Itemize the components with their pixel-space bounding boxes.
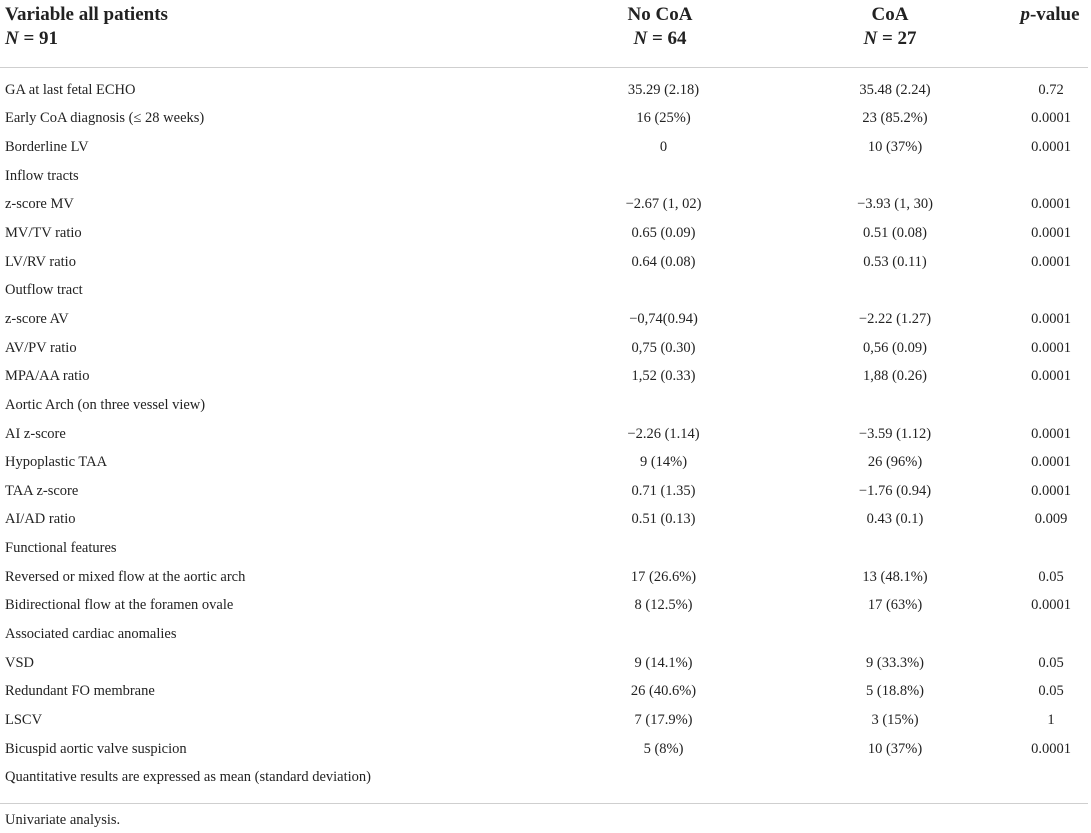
p-value: 0.0001 xyxy=(1031,482,1071,499)
p-value: 0.0001 xyxy=(1031,225,1071,242)
table-row xyxy=(0,305,1091,334)
no-coa-value: 5 (8%) xyxy=(643,740,684,757)
table-row xyxy=(0,649,1091,678)
coa-value: −2.22 (1.27) xyxy=(858,310,932,327)
p-value: 1 xyxy=(1047,711,1055,728)
header-variable xyxy=(5,3,168,51)
coa-value: 10 (37%) xyxy=(867,740,923,757)
p-value: 0.05 xyxy=(1038,568,1064,585)
p-value: 0.0001 xyxy=(1031,740,1071,757)
table-row xyxy=(0,248,1091,277)
row-label: Inflow tracts xyxy=(5,167,79,184)
header-no-coa-title: No CoA xyxy=(627,4,693,25)
header-p-value xyxy=(1010,3,1090,27)
no-coa-value: 7 (17.9%) xyxy=(634,711,693,728)
table-row xyxy=(0,133,1091,162)
row-label: Functional features xyxy=(5,540,117,557)
row-label: TAA z-score xyxy=(5,482,79,499)
row-label: Outflow tract xyxy=(5,282,83,299)
row-label: Reversed or mixed flow at the aortic arch xyxy=(5,568,246,585)
row-label: Redundant FO membrane xyxy=(5,683,155,700)
row-label: Bidirectional flow at the foramen ovale xyxy=(5,597,234,614)
coa-value: 3 (15%) xyxy=(871,711,919,728)
table-row xyxy=(0,448,1091,477)
row-label: GA at last fetal ECHO xyxy=(5,81,136,98)
p-value xyxy=(1006,620,1091,649)
header-no-coa xyxy=(600,3,720,51)
no-coa-value xyxy=(443,276,784,305)
row-label: Hypoplastic TAA xyxy=(5,454,108,471)
header-no-coa-n: N = 64 xyxy=(633,28,687,49)
no-coa-value: 35.29 (2.18) xyxy=(627,81,700,98)
row-label: LV/RV ratio xyxy=(5,253,76,270)
row-label: VSD xyxy=(5,654,35,671)
table-row xyxy=(0,420,1091,449)
p-value xyxy=(1006,391,1091,420)
table-row xyxy=(0,477,1091,506)
p-value: 0.0001 xyxy=(1031,339,1071,356)
row-label: Associated cardiac anomalies xyxy=(5,625,177,642)
coa-value: 35.48 (2.24) xyxy=(859,81,931,98)
no-coa-value: 0.65 (0.09) xyxy=(631,225,696,242)
coa-value: −1.76 (0.94) xyxy=(858,482,932,499)
table-row xyxy=(0,620,1091,649)
p-value xyxy=(1006,534,1091,563)
coa-value: 26 (96%) xyxy=(867,454,923,471)
table-row xyxy=(0,191,1091,220)
p-value: 0.05 xyxy=(1038,683,1064,700)
coa-value xyxy=(784,276,1006,305)
coa-value: −3.59 (1.12) xyxy=(858,425,932,442)
p-value xyxy=(1006,162,1091,191)
p-value: 0.0001 xyxy=(1031,253,1071,270)
header-variable-title: Variable all patients xyxy=(5,4,168,25)
table-row xyxy=(0,105,1091,134)
no-coa-value: 8 (12.5%) xyxy=(634,597,693,614)
footnote: Univariate analysis. xyxy=(5,812,121,828)
row-label: z-score AV xyxy=(5,310,69,327)
no-coa-value: 16 (25%) xyxy=(636,110,691,127)
coa-value xyxy=(784,763,1006,792)
header-coa xyxy=(830,3,950,51)
row-label: AV/PV ratio xyxy=(5,339,77,356)
no-coa-value: 0.71 (1.35) xyxy=(631,482,696,499)
table-row xyxy=(0,334,1091,363)
no-coa-value: 9 (14%) xyxy=(639,454,688,471)
no-coa-value: 0.51 (0.13) xyxy=(631,511,696,528)
table-row xyxy=(0,362,1091,391)
coa-value: 17 (63%) xyxy=(867,597,923,614)
no-coa-value: −0,74(0.94) xyxy=(629,310,698,327)
no-coa-value xyxy=(443,391,784,420)
row-label: Quantitative results are expressed as mean (standard deviation) xyxy=(5,769,371,786)
coa-value: 0.51 (0.08) xyxy=(862,225,928,242)
coa-value xyxy=(784,620,1006,649)
no-coa-value xyxy=(443,763,784,792)
p-value: 0.0001 xyxy=(1031,196,1071,213)
coa-value xyxy=(784,534,1006,563)
p-value xyxy=(1006,276,1091,305)
header-p-value-title: p-value xyxy=(1020,4,1080,25)
p-value: 0.72 xyxy=(1038,81,1064,98)
no-coa-value: 17 (26.6%) xyxy=(630,568,697,585)
no-coa-value: −2.26 (1.14) xyxy=(627,425,700,442)
table-row xyxy=(0,76,1091,105)
table-row xyxy=(0,219,1091,248)
coa-value: 0,56 (0.09) xyxy=(862,339,928,356)
row-label: LSCV xyxy=(5,711,43,728)
header-coa-title: CoA xyxy=(871,4,909,25)
table-row xyxy=(0,506,1091,535)
no-coa-value: 26 (40.6%) xyxy=(630,683,697,700)
row-label: Early CoA diagnosis (≤ 28 weeks) xyxy=(5,110,205,127)
p-value: 0.0001 xyxy=(1031,110,1071,127)
coa-value: 10 (37%) xyxy=(867,139,923,156)
table-row xyxy=(0,706,1091,735)
coa-value: 1,88 (0.26) xyxy=(862,368,928,385)
no-coa-value xyxy=(443,162,784,191)
row-label: Borderline LV xyxy=(5,139,89,156)
table-row xyxy=(0,677,1091,706)
table-row xyxy=(0,592,1091,621)
p-value: 0.0001 xyxy=(1031,597,1071,614)
coa-value: 9 (33.3%) xyxy=(866,654,924,671)
table-row xyxy=(0,162,1091,191)
no-coa-value: −2.67 (1, 02) xyxy=(625,196,702,213)
row-label: MPA/AA ratio xyxy=(5,368,90,385)
header-variable-n: N = 91 xyxy=(5,28,59,49)
row-label: AI/AD ratio xyxy=(5,511,76,528)
no-coa-value: 1,52 (0.33) xyxy=(631,368,696,385)
no-coa-value: 9 (14.1%) xyxy=(634,654,693,671)
table-row xyxy=(0,563,1091,592)
data-table xyxy=(0,76,1091,792)
footer-divider xyxy=(0,803,1088,804)
coa-value xyxy=(784,391,1006,420)
p-value: 0.05 xyxy=(1038,654,1064,671)
no-coa-value: 0.64 (0.08) xyxy=(631,253,696,270)
table-row xyxy=(0,276,1091,305)
table-row xyxy=(0,391,1091,420)
p-value: 0.0001 xyxy=(1031,310,1071,327)
coa-value: 0.43 (0.1) xyxy=(866,511,924,528)
table-row xyxy=(0,735,1091,764)
p-value: 0.0001 xyxy=(1031,425,1071,442)
header-divider xyxy=(0,67,1088,68)
p-value: 0.0001 xyxy=(1031,139,1071,156)
header-coa-n: N = 27 xyxy=(863,28,917,49)
coa-value: 5 (18.8%) xyxy=(866,683,924,700)
row-label: Bicuspid aortic valve suspicion xyxy=(5,740,187,757)
no-coa-value xyxy=(443,620,784,649)
p-value xyxy=(1006,763,1091,792)
coa-value: 13 (48.1%) xyxy=(862,568,928,585)
row-label: Aortic Arch (on three vessel view) xyxy=(5,396,206,413)
p-value: 0.0001 xyxy=(1031,368,1071,385)
coa-value: −3.93 (1, 30) xyxy=(857,196,933,213)
row-label: z-score MV xyxy=(5,196,74,213)
no-coa-value: 0 xyxy=(659,139,668,156)
no-coa-value xyxy=(443,534,784,563)
coa-value xyxy=(784,162,1006,191)
p-value: 0.0001 xyxy=(1031,454,1071,471)
row-label: MV/TV ratio xyxy=(5,225,82,242)
coa-value: 0.53 (0.11) xyxy=(863,253,927,270)
table-row xyxy=(0,763,1091,792)
p-value: 0.009 xyxy=(1034,511,1068,528)
row-label: AI z-score xyxy=(5,425,66,442)
coa-value: 23 (85.2%) xyxy=(862,110,928,127)
table-row xyxy=(0,534,1091,563)
no-coa-value: 0,75 (0.30) xyxy=(631,339,696,356)
